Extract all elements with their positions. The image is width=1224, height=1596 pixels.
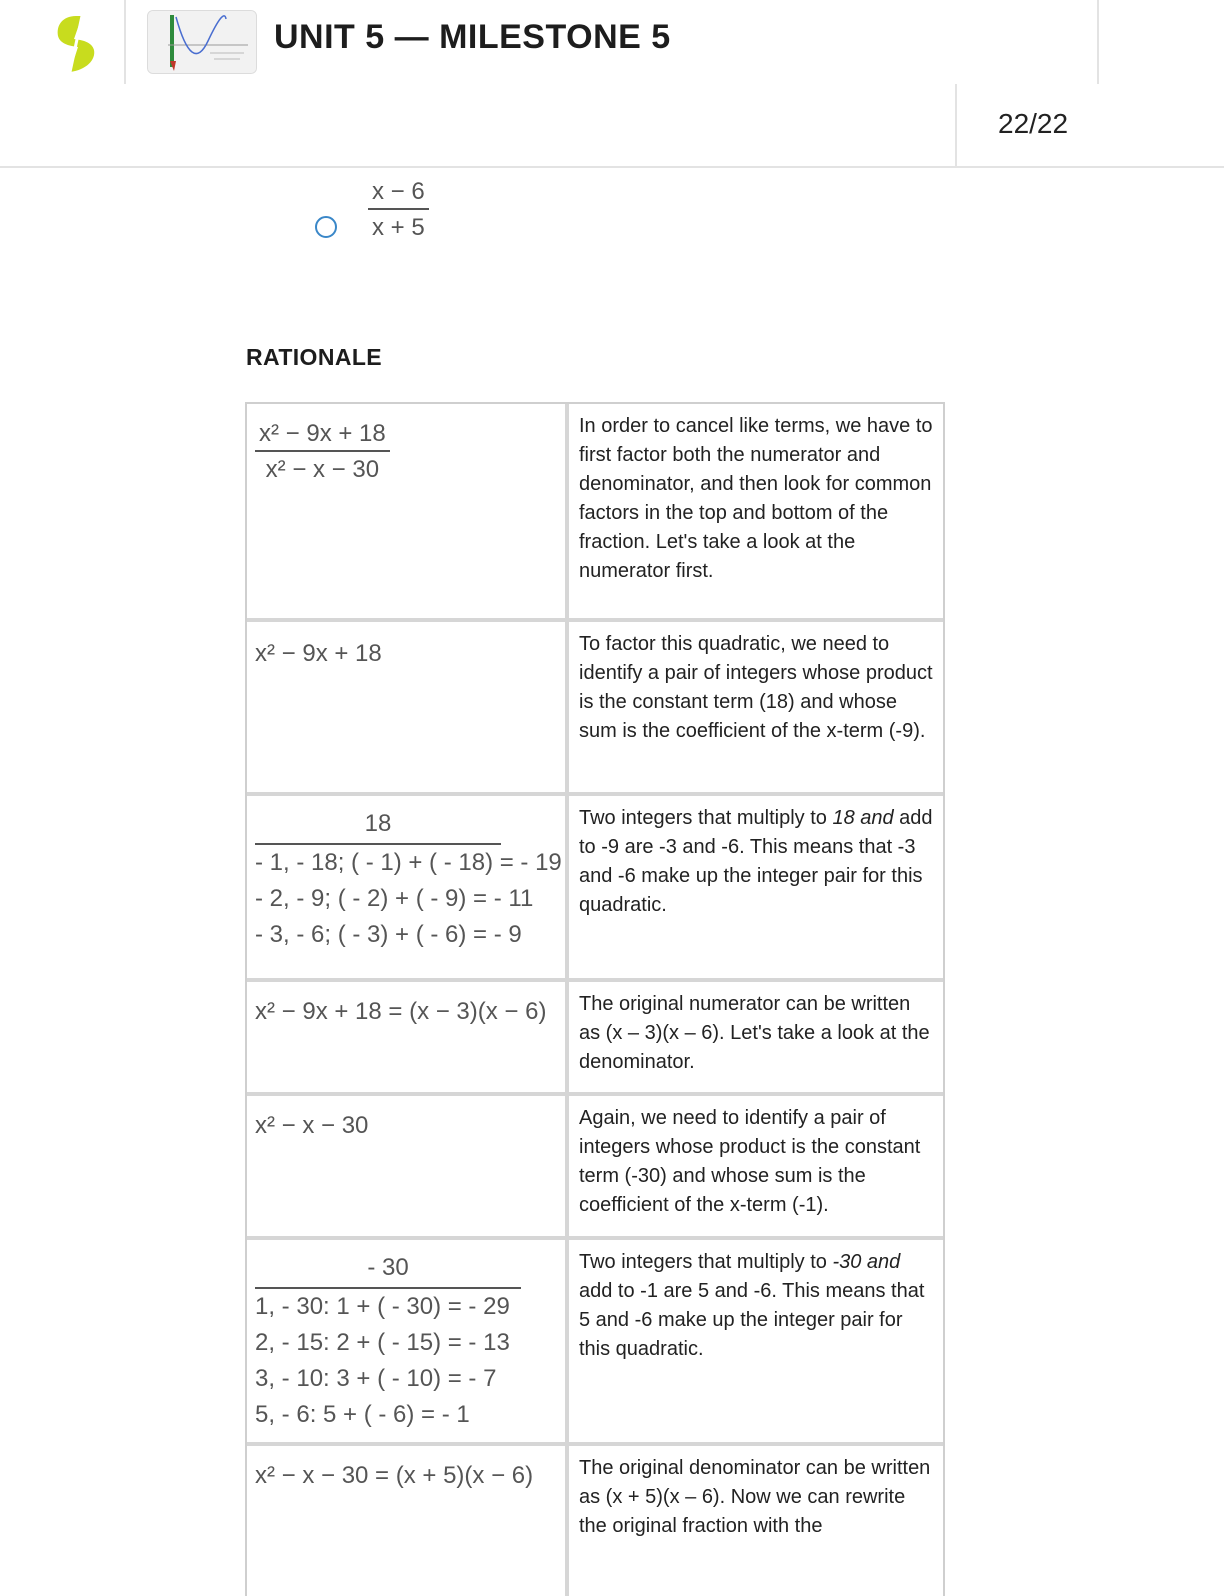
text-part: Two integers that multiply to (579, 1251, 833, 1273)
explanation-text: To factor this quadratic, we need to identify a pair of integers whose product is the constant term (18) and whose sum is the coefficient of the x-term (-9). (579, 633, 933, 742)
math-cell (247, 1096, 569, 1236)
table-row (247, 1096, 943, 1240)
course-thumbnail (147, 10, 257, 74)
text-part: Two integers that multiply to (579, 807, 833, 829)
math-cell (247, 1240, 569, 1442)
math-cell (247, 796, 569, 978)
page-header (0, 0, 1224, 168)
fraction-numerator: x² − 9x + 18 (259, 420, 386, 447)
pair-line: 5, - 6: 5 + ( - 6) = - 1 (255, 1401, 470, 1428)
table-row (247, 404, 943, 622)
table-row (247, 622, 943, 796)
text-emphasis: -30 and (832, 1251, 901, 1273)
brand-logo-icon (50, 14, 102, 74)
answer-radio-button[interactable] (315, 216, 337, 238)
page-counter: 22/22 (998, 108, 1069, 139)
math-fraction (255, 420, 390, 484)
text-part: add to -9 are -3 and -6. This means that -3 and -6 make up the integer pair for this quadratic. (579, 807, 933, 916)
text-emphasis: 18 and (832, 807, 894, 829)
pair-line: - 3, - 6; ( - 3) + ( - 6) = - 9 (255, 921, 522, 948)
page-title: UNIT 5 — MILESTONE 5 (274, 18, 671, 56)
integer-pairs-list (255, 1250, 565, 1433)
rationale-table (245, 402, 945, 1596)
explanation-text: Again, we need to identify a pair of integers whose product is the constant term (-30) and whose sum is the coefficient of the x-term (-1). (579, 1107, 921, 1216)
answer-option-fraction[interactable] (368, 178, 429, 242)
pair-line: 2, - 15: 2 + ( - 15) = - 13 (255, 1329, 510, 1356)
option-denominator: x + 5 (368, 208, 429, 242)
math-cell (247, 622, 569, 792)
graph-thumbnail-icon (148, 11, 257, 74)
pair-line: - 1, - 18; ( - 1) + ( - 18) = - 19 (255, 849, 562, 876)
pair-line: 1, - 30: 1 + ( - 30) = - 29 (255, 1293, 510, 1320)
explanation-text (569, 1240, 943, 1442)
explanation-text (569, 796, 943, 978)
table-row (247, 796, 943, 982)
fraction-denominator: x² − x − 30 (255, 450, 390, 484)
header-bottom-border (0, 166, 1224, 168)
math-expression: x² − x − 30 (255, 1112, 369, 1139)
math-cell (247, 1446, 569, 1596)
explanation-text: The original numerator can be written as (x – 3)(x – 6). Let's take a look at the denominator. (579, 993, 930, 1073)
integer-pairs-list (255, 806, 565, 953)
math-expression: x² − 9x + 18 = (x − 3)(x − 6) (255, 998, 547, 1025)
product-header: 18 (255, 806, 501, 845)
math-cell (247, 982, 569, 1092)
table-row (247, 982, 943, 1096)
pair-line: 3, - 10: 3 + ( - 10) = - 7 (255, 1365, 497, 1392)
product-header: - 30 (255, 1250, 521, 1289)
math-expression: x² − x − 30 = (x + 5)(x − 6) (255, 1462, 534, 1489)
table-row (247, 1240, 943, 1446)
text-part: add to -1 are 5 and -6. This means that 5 and -6 make up the integer pair for this quadratic. (579, 1280, 925, 1360)
header-divider (124, 0, 126, 84)
math-cell (247, 404, 569, 618)
option-numerator: x − 6 (372, 178, 425, 205)
header-divider (955, 84, 957, 168)
rationale-heading: RATIONALE (246, 344, 383, 370)
table-row (247, 1446, 943, 1596)
header-divider (1097, 0, 1099, 84)
math-expression: x² − 9x + 18 (255, 640, 382, 667)
explanation-text: In order to cancel like terms, we have to first factor both the numerator and denominator, and then look for common factors in the top and bottom of the fraction. Let's take a look at the numerator first. (579, 415, 933, 582)
explanation-text: The original denominator can be written as (x + 5)(x – 6). Now we can rewrite the original fraction with the (579, 1457, 931, 1537)
pair-line: - 2, - 9; ( - 2) + ( - 9) = - 11 (255, 885, 534, 912)
